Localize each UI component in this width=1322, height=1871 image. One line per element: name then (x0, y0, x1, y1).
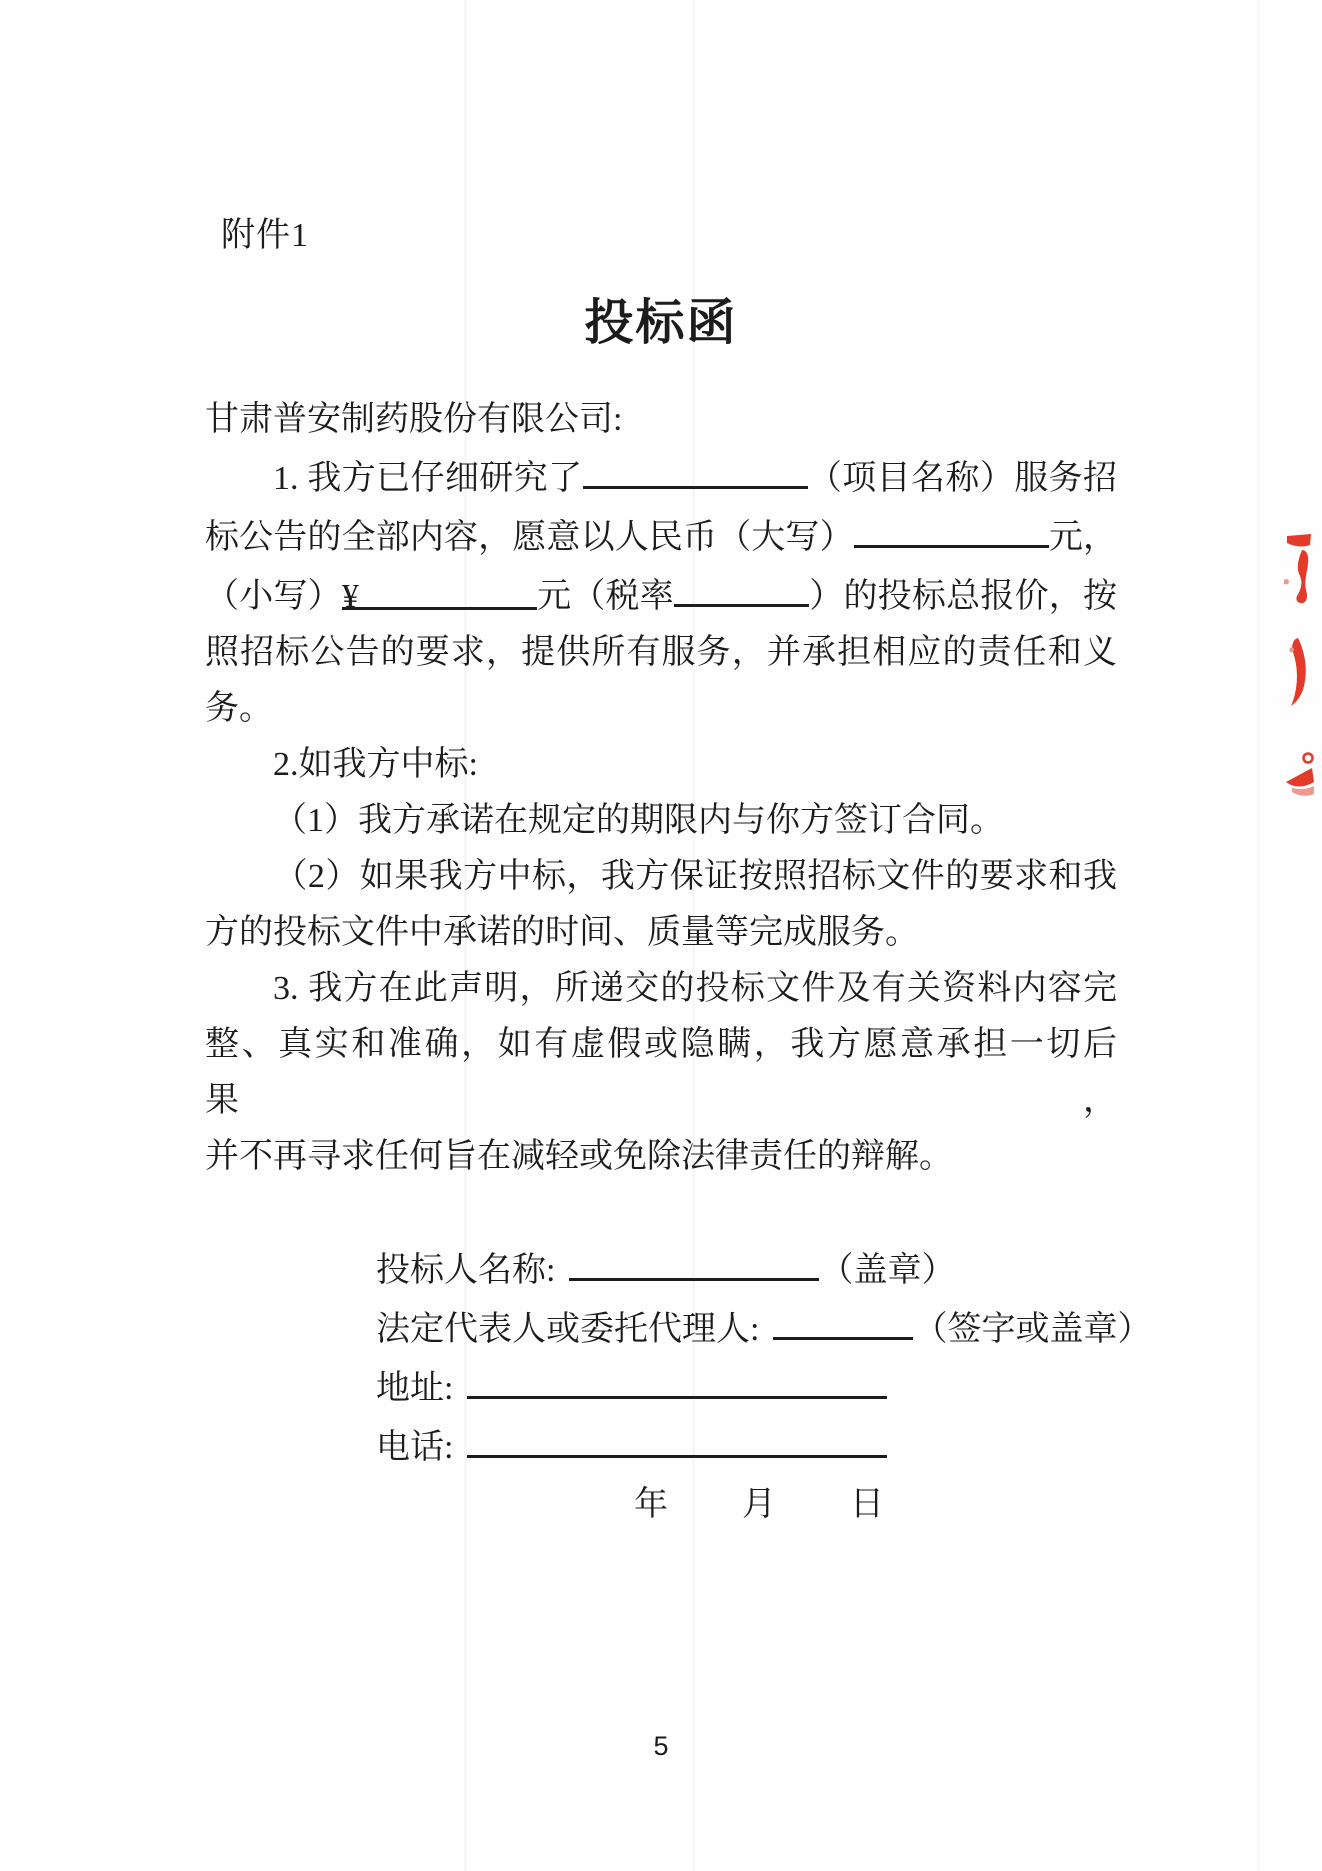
red-seal-fragment-top (1284, 534, 1311, 603)
body-text: ）的投标总报价，按 (809, 578, 1118, 615)
fill-in-blank-phone (467, 1417, 887, 1458)
body-text: 标公告的全部内容，愿意以人民币（大写） (205, 519, 854, 556)
body-line (205, 961, 1117, 1017)
body-line: 照招标公告的要求，提供所有服务，并承担相应的责任和义 (205, 634, 1117, 671)
body-text: 元（税率 (536, 578, 675, 615)
fill-in-blank-address (467, 1358, 887, 1399)
legal-representative-line (376, 1299, 1151, 1358)
body-line: 方的投标文件中承诺的时间、质量等完成服务。 (205, 914, 919, 951)
phone-line (376, 1417, 1151, 1476)
body-line: 整、真实和准确，如有虚假或隐瞒，我方愿意承担一切后果， (205, 1026, 1117, 1119)
address-label: 地址: (376, 1370, 454, 1407)
attachment-label: 附件1 (221, 217, 309, 254)
body-text: 2.如我方中标: (273, 746, 478, 783)
red-seal-fragments (1278, 520, 1322, 810)
body-text: （1）我方承诺在规定的期限内与你方签订合同。 (273, 802, 1004, 839)
scan-artifact-line (1257, 0, 1260, 1871)
date-line: 年 月 日 (634, 1486, 886, 1523)
currency-symbol: ¥ (341, 578, 359, 615)
body-line (205, 849, 1117, 905)
body-text: 元， (1048, 519, 1118, 556)
sign-or-seal-hint-text: （签字或盖章） (913, 1311, 1152, 1348)
legal-representative-label: 法定代表人或委托代理人: (376, 1311, 760, 1348)
body-line (205, 448, 1117, 507)
body-text: 1. 我方已仔细研究了 (273, 460, 583, 497)
body-line (205, 793, 1117, 849)
fill-in-blank-representative (773, 1299, 913, 1340)
fill-in-blank-amount-words (854, 507, 1049, 548)
bidder-name-label: 投标人名称: (376, 1252, 556, 1289)
document-body (205, 392, 1117, 1185)
body-text: （项目名称）服务招 (807, 460, 1117, 497)
seal-hint-text: （盖章） (819, 1252, 956, 1289)
fill-in-blank-bidder-name (569, 1240, 819, 1281)
body-line (205, 737, 1117, 793)
body-line: 并不再寻求任何旨在减轻或免除法律责任的辩解。 (205, 1138, 953, 1175)
body-text: 3. 我方在此声明，所递交的投标文件及有关资料内容完 (273, 970, 1117, 1007)
signature-block (376, 1240, 1151, 1533)
address-line (376, 1358, 1151, 1417)
fill-in-blank-project-name (583, 448, 808, 489)
document-title: 投标函 (584, 295, 738, 350)
body-line (205, 566, 1117, 625)
body-line: 务。 (205, 690, 273, 727)
page-number: 5 (653, 1731, 669, 1761)
red-seal-fragment-bottom (1286, 754, 1314, 796)
body-line (205, 507, 1117, 566)
body-text: （2）如果我方中标，我方保证按照招标文件的要求和我 (273, 858, 1117, 895)
phone-label: 电话: (376, 1429, 454, 1466)
fill-in-blank-tax-rate (674, 566, 809, 607)
red-seal-fragment-middle (1289, 638, 1305, 706)
fill-in-blank-amount-figures (341, 569, 537, 615)
bidder-name-line (376, 1240, 1151, 1299)
salutation-line: 甘肃普安制药股份有限公司: (205, 401, 623, 438)
body-text: （小写） (205, 578, 342, 615)
